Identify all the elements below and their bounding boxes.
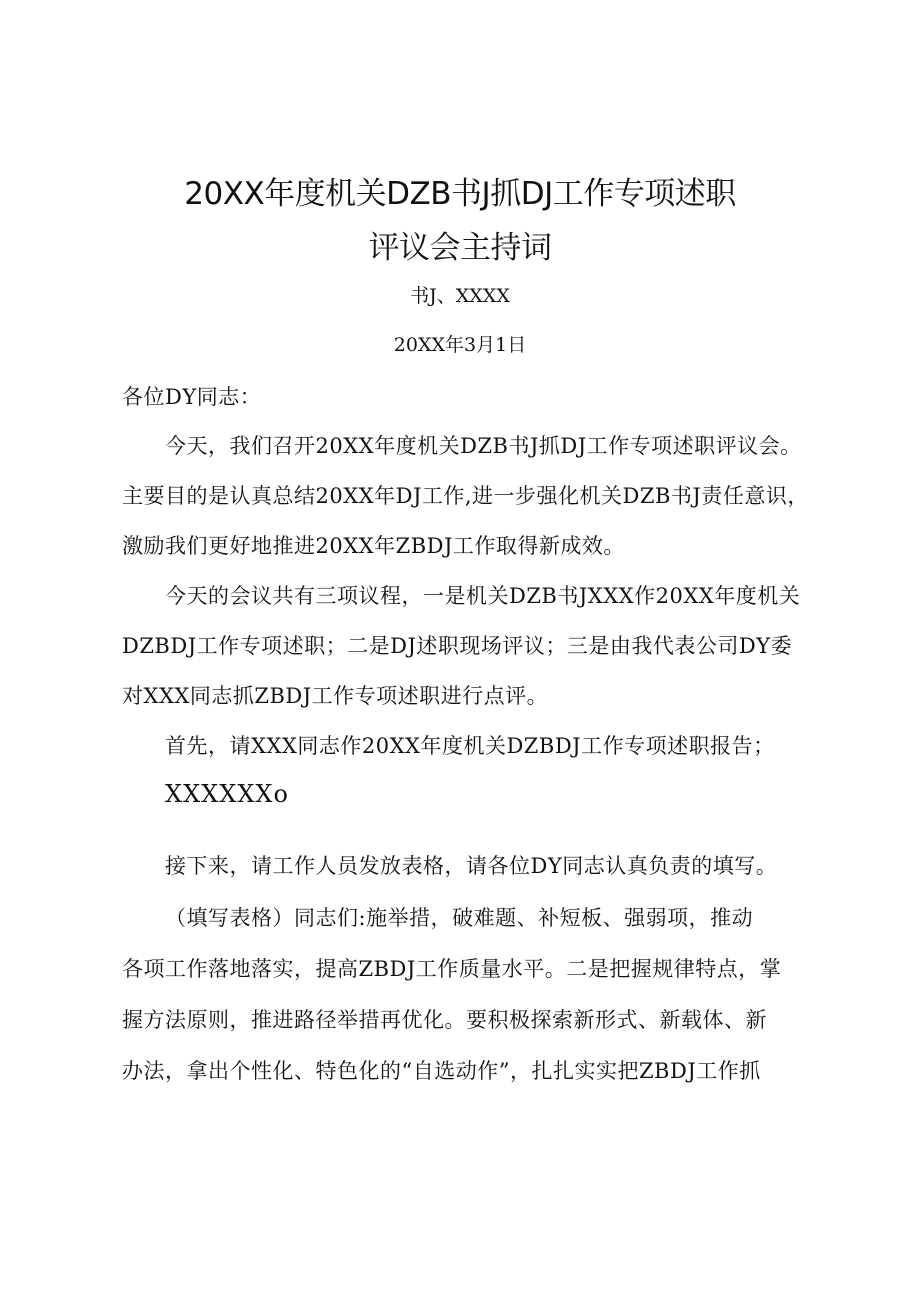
document-title-line-2: 评议会主持词 [368,230,552,266]
paragraph-line: 对XXX同志抓ZBDJ工作专项述职进行点评。 [122,684,549,708]
paragraph-line: 激励我们更好地推进20XX年ZBDJ工作取得新成效。 [122,534,625,558]
paragraph-line: 主要目的是认真总结20XX年DJ工作,进一步强化机关DZB书J责任意识， [122,484,809,508]
author-line: 书J、XXXX [410,285,510,307]
salutation: 各位DY同志： [122,385,262,409]
paragraph-line: 接下来，请工作人员发放表格，请各位DY同志认真负责的填写。 [165,854,778,878]
date-line: 20XX年3月1日 [393,334,527,356]
paragraph-line: DZBDJ工作专项述职；二是DJ述职现场评议；三是由我代表公司DY委 [122,634,793,658]
paragraph-line: 首先，请XXX同志作20XX年度机关DZBDJ工作专项述职报告； [165,734,775,758]
paragraph-line: 各项工作落地落实，提高ZBDJ工作质量水平。二是把握规律特点，掌 [122,957,782,981]
paragraph-line: 办法，拿出个性化、特色化的“自选动作”，扎扎实实把ZBDJ工作抓 [122,1059,761,1083]
paragraph-line: （填写表格）同志们:施举措，破难题、补短板、强弱项，推动 [165,906,754,930]
document-title-line-1: 20XX年度机关DZB书J抓DJ工作专项述职 [184,176,736,212]
paragraph-line: 握方法原则，推进路径举措再优化。要积极探索新形式、新载体、新 [122,1008,767,1032]
placeholder-line: XXXXXXo [165,780,289,808]
paragraph-line: 今天的会议共有三项议程，一是机关DZB书JXXX作20XX年度机关 [165,584,801,608]
paragraph-line: 今天，我们召开20XX年度机关DZB书J抓DJ工作专项述职评议会。 [165,434,802,458]
